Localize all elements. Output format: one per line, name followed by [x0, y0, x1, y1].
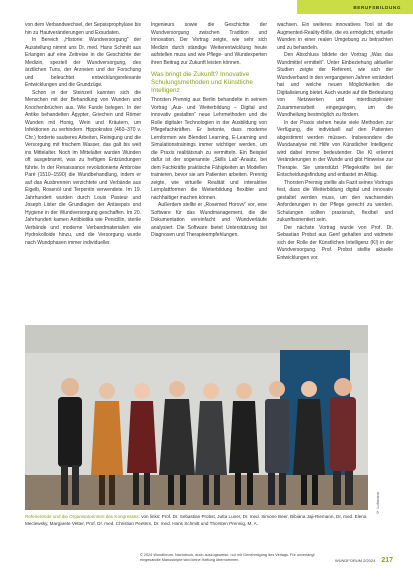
paragraph: In der Praxis stehen heute viele Methoden zur Verfügung, die individuell auf den Patienten abgestimmt werden müssen. Insbesondere die Wundanalyse mit Hilfe von Künstlicher Intelligenz wird dabei immer bedeutender. Die KI erkennt Veränderungen in der Wunde und gibt Hinweise zur Therapie. Sie unterstützt Pflegekräfte bei der Entscheidungsfindung und entlastet im Alltag. [277, 119, 393, 178]
caption-text: von links: Prof. Dr. Sebastian Probst, Jutta Luner, Dr. med. Simone Beer, Bibiana Jaji-Riemann, Dr. med. Elena Meclewsky, Margarete Vetter, Prof. Dr. med. Christian Peeters, Dr. med. Hans Schmitt und Thorsten Prennig, M. A. [25, 514, 367, 526]
group-photo-illustration [25, 325, 368, 510]
journal-name: WUNDFORUM 2/2024 [334, 558, 376, 563]
section-header [297, 0, 413, 14]
photo-ceiling [25, 325, 368, 353]
column-1 [25, 22, 141, 320]
paragraph: Thorsten Prennig aus Berlin behandelte in seinem Vortrag „Aus- und Weiterbildung – Digital und innovativ gestalten“ neue Lehrmethoden und die Rolle digitaler Technologien in der Ausbildung von Pflegefachkräften. Er betonte, dass moderne Lernformen wie Blended Learning, E-Learning und Simulationstrainings immer wichtiger werden, um die Praxis realitätsnah zu vermitteln. Ein Beispiel dafür ist der sogenannte „Skills Lab“-Ansatz, bei dem Fachkräfte praktische Fähigkeiten an Modellen trainieren, bevor sie am Patienten arbeiten. Prennig zeigte, wie virtuelle Realität und interaktive Lernplattformen die Weiterbildung flexibler und nachhaltiger machen können. [151, 97, 267, 201]
group-photo [25, 325, 368, 510]
photo-caption [25, 513, 377, 527]
page-footer [335, 557, 393, 564]
section-heading: Was bringt die Zukunft? Innovative Schulungsmethoden und Künstliche Intelligenz [151, 71, 253, 94]
column-2 [151, 22, 267, 320]
article-body [25, 22, 393, 320]
section-label: BERUFSBILDUNG [353, 4, 401, 10]
paragraph: Schon in der Steinzeit kannten sich die Menschen mit der Behandlung von Wunden und Knochenbrüchen aus. Wie Funde belegen. In der Antike behandelten Ägypter, Griechen und Römer Wunden mit Honig, Wein und Kräutern, um Infektionen zu verhindern. Hippokrates (460–370 v. Chr.) forderte sauberes Arbeiten, Reinigung und die Versorgung mit frischem Wasser, das galt bis weit ins Mittelalter. Noch im Mittelalter wurden Wunden oft ausgebrannt, was zu heftigen Entzündungen führte. In der Renaissance revolutionierte Ambroise Paré (1510–1590) die Wundbehandlung, indem er auf das Ausbrennen verzichtete und Verbände aus Eigelb, Rosenöl und Terpentin verwendete. Im 19. Jahrhundert wurden durch Louis Pasteur und Joseph Lister die Grundlagen der Antisepsis und Hygiene in der Wundversorgung geschaffen. Im 20. Jahrhundert kamen Antibiotika wie Penicillin, sterile Verbände und moderne Verbandmaterialien wie Hydrokolloide hinzu, und die Versorgung wurde nach Wundphasen immer individueller. [25, 89, 141, 246]
paragraph: Ingenieurs sowie die Geschichte der Wundversorgung zwischen Tradition und Innovation. Der Vortrag zeigte, wie sehr sich Medizin durch ständige Weiterentwicklung heute aufstellen muss und wie Pflege- und Wundexperten ihren Beitrag zur Zukunft leisten können. [151, 22, 267, 66]
page-number: 217 [381, 557, 393, 564]
paragraph: Den Abschluss bildete der Vortrag „Was das Wundmittel ermittelt“. Unter Einbeziehung aktueller Studien zeigte der Referent, wie sich der Wundverband in den vergangenen Jahren verändert hat und welche neuen Möglichkeiten die Digitalisierung bietet. Auch wurde auf die Bedeutung von Netzwerken und interdisziplinärer Zusammenarbeit eingegangen, um die Wundheilung bestmöglich zu fördern. [277, 52, 393, 118]
caption-label: Referierende und die Organisatorinnen des Kongresses: [25, 514, 140, 519]
paragraph: Außerdem stellte er „Rosemed Horovv“ vor, eine Software für das Wundmanagement, die die Dokumentation vereinfacht und Wundverläufe analysiert. Die Software bietet Unterstützung bei Diagnosen und Therapieempfehlungen. [151, 202, 267, 238]
paragraph: von dem Verbandwechsel, der Sepsisprophylaxe bis hin zu Hautveränderungen und Exsudaten. [25, 22, 141, 36]
column-3 [277, 22, 393, 320]
footer-note: © 2024 Wundforum. Nachdruck, auch auszugsweise, nur mit Genehmigung des Verlags. Für unverlangt eingesandte Manuskripte wird keine Haftung übernommen. [140, 553, 315, 562]
paragraph: Thorsten Prennig stellte als Fazit seines Vortrags fest, dass die Weiterbildung digital und innovativ gestaltet werden muss, um den wachsenden Anforderungen in der Pflege gerecht zu werden. Schulungen sollten praxisnah, flexibel und zukunftsorientiert sein. [277, 179, 393, 223]
paragraph: Der nächste Vortrag wurde von Prof. Dr. Sebastian Probst aus Genf gehalten und widmete sich der Rolle der Künstlichen Intelligenz (KI) in der Wundversorgung. Prof. Probst stellte aktuelle Entwicklungen vor. [277, 224, 393, 261]
paragraph: In Bereich „Historie: Wundversorgung“ der Ausstellung nimmt uns Dr. med. Hans Schmitt aus Erlangen auf eine Zeitreise in die Geschichte der Medizin, speziell der Wundversorgung, des ärztlichen Tuns, der Arzneien und der Forschung und beleuchtet entwicklungsrelevante Entwicklungen und die Grundzüge. [25, 37, 141, 88]
paragraph: wachsen. Ein weiteres innovatives Tool ist die Augmented-Reality-Brille, die es ermöglicht, virtuelle Wunden in einer realen Umgebung zu betrachten und zu behandeln. [277, 22, 393, 51]
photo-credit: © Lohmann [375, 492, 380, 515]
